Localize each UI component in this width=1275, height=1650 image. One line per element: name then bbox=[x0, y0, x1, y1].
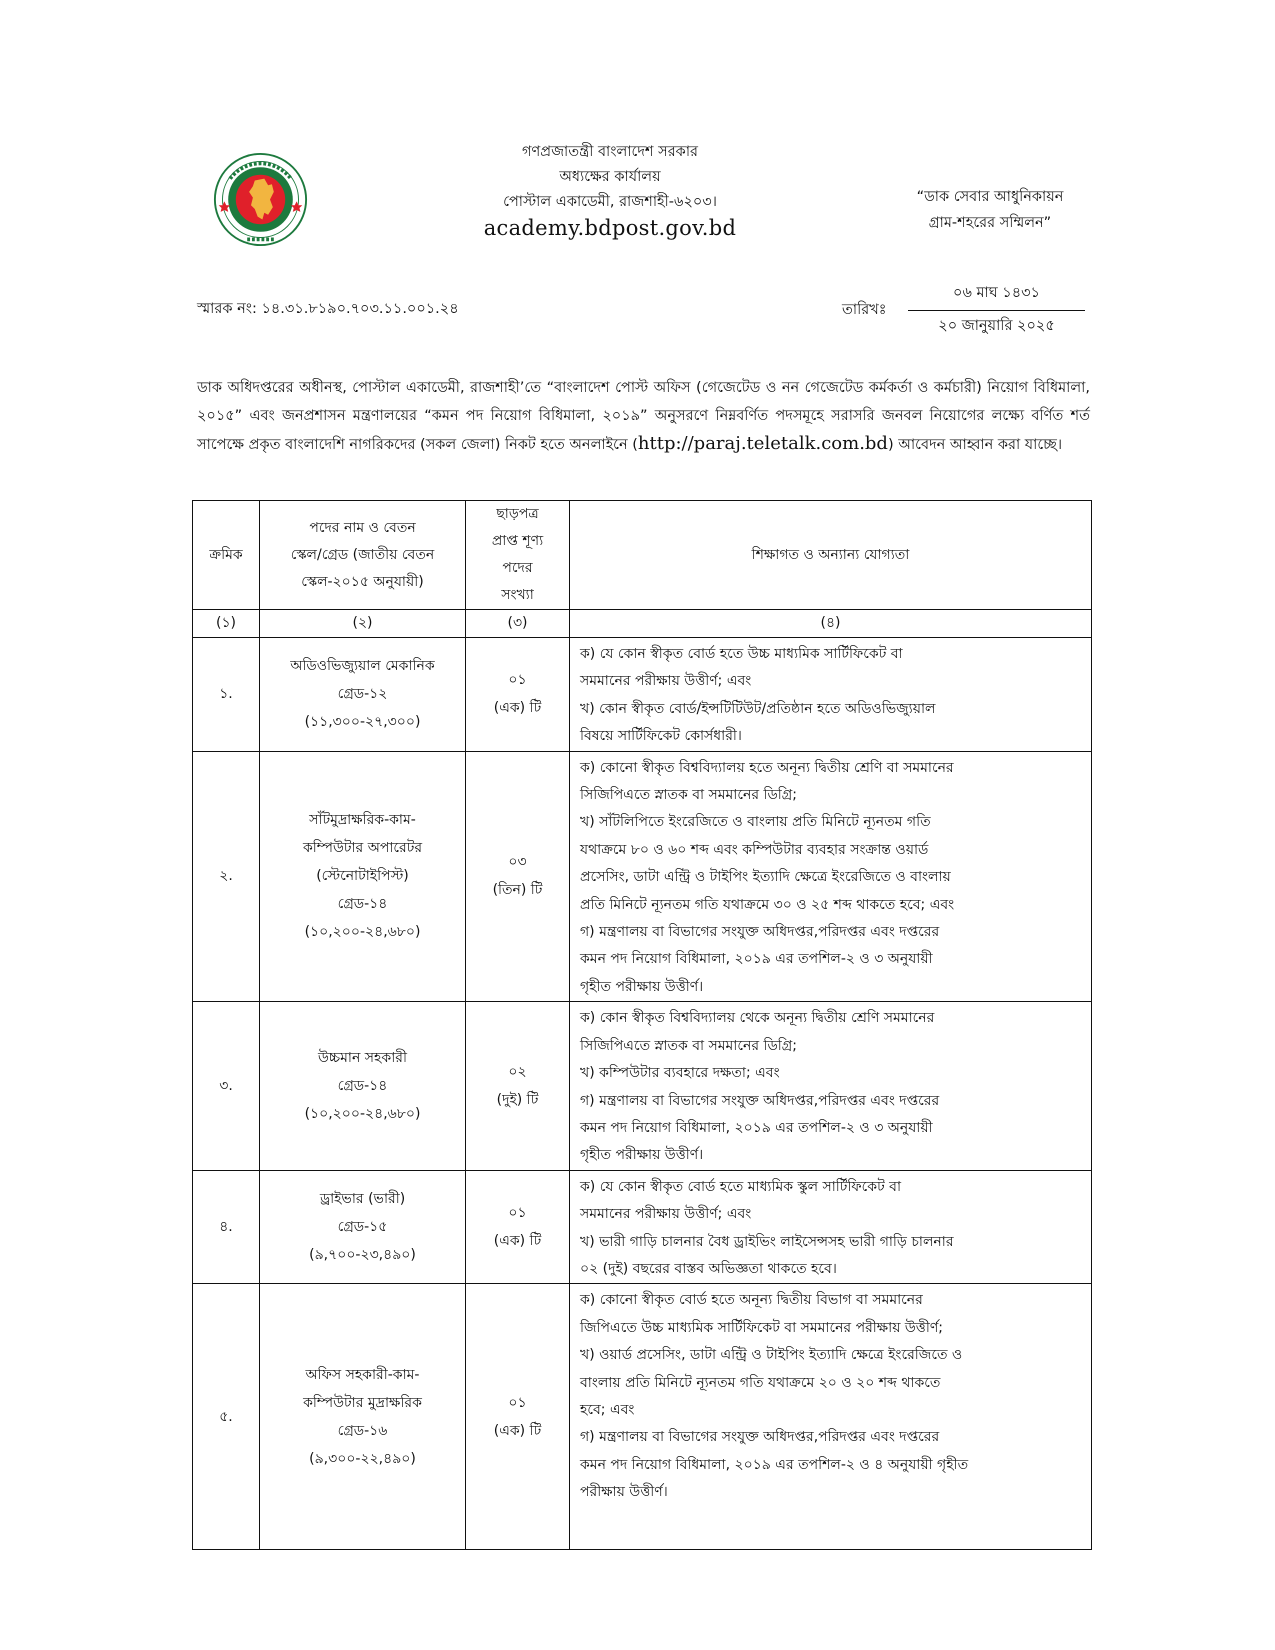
row-serial: ৩. bbox=[193, 1002, 260, 1170]
text-line: কমন পদ নিয়োগ বিধিমালা, ২০১৯ এর তপশিল-২ ও ৩ অনুযায়ী bbox=[580, 1119, 933, 1136]
text-line: গ) মন্ত্রণালয় বা বিভাগের সংযুক্ত অধিদপ্তর,পরিদপ্তর এবং দপ্তরের bbox=[580, 1092, 940, 1109]
text-line: ক) কোন স্বীকৃত বিশ্ববিদ্যালয় থেকে অনূন্য দ্বিতীয় শ্রেণি সমমানের bbox=[580, 1010, 935, 1027]
text-line: খ) ওয়ার্ড প্রসেসিং, ডাটা এন্ট্রি ও টাইপিং ইত্যাদি ক্ষেত্রে ইংরেজিতে ও bbox=[580, 1347, 963, 1364]
text-line: ছাড়পত্র bbox=[496, 506, 539, 522]
text-line: অডিওভিজ্যুয়াল মেকানিক bbox=[290, 658, 435, 675]
intro-paragraph bbox=[197, 375, 1090, 460]
text-line: উচ্চমান সহকারী bbox=[318, 1050, 407, 1066]
text-line: পরীক্ষায় উত্তীর্ণ। bbox=[580, 1484, 668, 1501]
memo-number: স্মারক নং: ১৪.৩১.৮১৯০.৭০৩.১১.০০১.২৪ bbox=[197, 301, 459, 317]
text-line: (১০,২০০-২৪,৬৮০) bbox=[304, 924, 421, 941]
text-line: কম্পিউটার অপারেটর bbox=[302, 840, 423, 857]
text-line: খ) সাঁটলিপিতে ইংরেজিতে ও বাংলায় প্রতি মিনিটে ন্যূনতম গতি bbox=[580, 814, 931, 831]
government-seal-logo bbox=[213, 152, 308, 247]
text-line: পদের bbox=[502, 560, 533, 576]
post-name-cell bbox=[260, 751, 466, 1002]
text-line: গ) মন্ত্রণালয় বা বিভাগের সংযুক্ত অধিদপ্তর,পরিদপ্তর এবং দপ্তরের bbox=[580, 924, 940, 941]
text-line: (এক) টি bbox=[493, 1233, 542, 1250]
date-label: তারিখঃ bbox=[842, 302, 887, 318]
intro-suffix: ) আবেদন আহ্বান করা যাচ্ছে। bbox=[887, 437, 1063, 453]
vacancy-table bbox=[192, 500, 1092, 1550]
post-name-cell bbox=[260, 1170, 466, 1284]
government-name: গণপ্রজাতন্ত্রী বাংলাদেশ সরকার bbox=[521, 144, 698, 160]
date-gregorian: ২০ জানুয়ারি ২০২৫ bbox=[938, 318, 1055, 334]
text-line: হবে; এবং bbox=[580, 1401, 635, 1418]
text-line: কম্পিউটার মুদ্রাক্ষরিক bbox=[303, 1394, 422, 1411]
col-number: (৩) bbox=[466, 610, 570, 638]
row-serial: ১. bbox=[193, 638, 260, 752]
intro-text: ডাক অধিদপ্তরের অধীনস্থ, পোস্টাল একাডেমী, রাজশাহী’তে “বাংলাদেশ পোস্ট অফিস (গেজেটেড ও নন গেজেটেড কর্মকর্তা ও কর্মচারী) নিয়োগ বিধিমালা, ২০১৫” এবং জনপ্রশাসন মন্ত্রণালয়ের “কমন পদ নিয়োগ বিধিমালা, ২০১৯” অনুসরণে নিম্নবর্ণিত পদসমূহে সরাসরি জনবল নিয়োগের লক্ষ্যে বর্ণিত শর্ত সাপেক্ষে প্রকৃত বাংলাদেশি নাগরিকদের (সকল জেলা) নিকট হতে অনলাইনে ( bbox=[197, 380, 1090, 453]
qualification-cell bbox=[570, 1284, 1092, 1550]
text-line: ক) কোনো স্বীকৃত বিশ্ববিদ্যালয় হতে অনূন্য দ্বিতীয় শ্রেণি বা সমমানের bbox=[580, 759, 954, 776]
post-name-cell bbox=[260, 1002, 466, 1170]
col-number: (১) bbox=[193, 610, 260, 638]
vacancy-count-cell bbox=[466, 1002, 570, 1170]
text-line: ০১ bbox=[508, 1205, 527, 1222]
text-line: সাঁটমুদ্রাক্ষরিক-কাম- bbox=[309, 812, 416, 829]
qualification-cell bbox=[570, 1170, 1092, 1284]
text-line: অফিস সহকারী-কাম- bbox=[305, 1366, 420, 1383]
text-line: গৃহীত পরীক্ষায় উত্তীর্ণ। bbox=[580, 1147, 704, 1164]
text-line: (১০,২০০-২৪,৬৮০) bbox=[304, 1106, 421, 1122]
text-line: বাংলায় প্রতি মিনিটে ন্যূনতম গতি যথাক্রমে ২০ ও ২০ শব্দ থাকতে bbox=[580, 1374, 941, 1391]
text-line: জিপিএতে উচ্চ মাধ্যমিক সার্টিফিকেট বা সমমানের পরীক্ষায় উত্তীর্ণ; bbox=[580, 1319, 944, 1336]
text-line: পদের নাম ও বেতন bbox=[309, 519, 416, 536]
qualification-cell bbox=[570, 1002, 1092, 1170]
vacancy-count-cell bbox=[466, 638, 570, 752]
vacancy-count-cell bbox=[466, 1284, 570, 1550]
text-line: (৯,৩০০-২২,৪৯০) bbox=[309, 1450, 416, 1467]
text-line: প্রতি মিনিটে ন্যূনতম গতি যথাক্রমে ৩০ ও ২৫ শব্দ থাকতে হবে; এবং bbox=[580, 896, 955, 913]
slogan bbox=[890, 184, 1090, 236]
text-line: ০৩ bbox=[508, 854, 527, 871]
text-line: প্রাপ্ত শূণ্য bbox=[491, 533, 544, 549]
text-line: গ) মন্ত্রণালয় বা বিভাগের সংযুক্ত অধিদপ্তর,পরিদপ্তর এবং দপ্তরের bbox=[580, 1429, 940, 1446]
text-line: ক) যে কোন স্বীকৃত বোর্ড হতে উচ্চ মাধ্যমিক সার্টিফিকেট বা bbox=[580, 646, 903, 662]
text-line: স্কেল/গ্রেড (জাতীয় বেতন bbox=[290, 546, 435, 563]
text-line: সংখ্যা bbox=[501, 587, 534, 603]
text-line: ০২ bbox=[508, 1064, 527, 1080]
text-line: ০২ (দুই) বছরের বাস্তব অভিজ্ঞতা থাকতে হবে। bbox=[580, 1260, 837, 1277]
website-url: academy.bdpost.gov.bd bbox=[483, 216, 737, 240]
text-line: ০১ bbox=[508, 1394, 527, 1411]
date-bangla: ০৬ মাঘ ১৪৩১ bbox=[908, 282, 1085, 311]
vacancy-count-cell bbox=[466, 1170, 570, 1284]
text-line: (এক) টি bbox=[493, 700, 542, 717]
office-address: পোস্টাল একাডেমী, রাজশাহী-৬২০৩। bbox=[503, 194, 717, 210]
text-line: ০১ bbox=[508, 672, 527, 689]
qualification-cell bbox=[570, 751, 1092, 1002]
text-line: সমমানের পরীক্ষায় উত্তীর্ণ; এবং bbox=[580, 1206, 752, 1223]
header-post bbox=[260, 501, 466, 610]
post-name-cell bbox=[260, 638, 466, 752]
text-line: স্কেল-২০১৫ অনুযায়ী) bbox=[301, 573, 424, 590]
header-qualification: শিক্ষাগত ও অন্যান্য যোগ্যতা bbox=[570, 501, 1092, 610]
office-header bbox=[440, 140, 780, 241]
text-line: গ্রেড-১৪ bbox=[337, 1078, 388, 1094]
header-serial: ক্রমিক bbox=[193, 501, 260, 610]
table-row bbox=[193, 751, 1092, 1002]
text-line: (স্টেনোটাইপিস্ট) bbox=[316, 868, 409, 885]
col-number: (২) bbox=[260, 610, 466, 638]
slogan-line-1: “ডাক সেবার আধুনিকায়ন bbox=[916, 189, 1064, 205]
text-line: গ্রেড-১৬ bbox=[337, 1422, 388, 1439]
office-name: অধ্যক্ষের কার্যালয় bbox=[559, 169, 661, 185]
text-line: গৃহীত পরীক্ষায় উত্তীর্ণ। bbox=[580, 978, 704, 995]
row-serial: ৪. bbox=[193, 1170, 260, 1284]
text-line: গ্রেড-১২ bbox=[337, 686, 388, 703]
column-number-row bbox=[193, 610, 1092, 638]
col-number: (৪) bbox=[570, 610, 1092, 638]
text-line: ক) কোনো স্বীকৃত বোর্ড হতে অনূন্য দ্বিতীয় বিভাগ বা সমমানের bbox=[580, 1292, 923, 1309]
text-line: কমন পদ নিয়োগ বিধিমালা, ২০১৯ এর তপশিল-২ ও ৩ অনুযায়ী bbox=[580, 951, 933, 968]
post-name-cell bbox=[260, 1284, 466, 1550]
text-line: সিজিপিএতে স্নাতক বা সমমানের ডিগ্রি; bbox=[580, 1037, 798, 1054]
text-line: (এক) টি bbox=[493, 1422, 542, 1439]
text-line: খ) কম্পিউটার ব্যবহারে দক্ষতা; এবং bbox=[580, 1065, 780, 1082]
text-line: যথাক্রমে ৮০ ও ৬০ শব্দ এবং কম্পিউটার ব্যবহার সংক্রান্ত ওয়ার্ড bbox=[580, 841, 929, 858]
text-line: সমমানের পরীক্ষায় উত্তীর্ণ; এবং bbox=[580, 673, 752, 690]
vacancy-count-cell bbox=[466, 751, 570, 1002]
text-line: কমন পদ নিয়োগ বিধিমালা, ২০১৯ এর তপশিল-২ ও ৪ অনুযায়ী গৃহীত bbox=[580, 1456, 969, 1473]
table-header-row bbox=[193, 501, 1092, 610]
qualification-cell bbox=[570, 638, 1092, 752]
text-line: খ) কোন স্বীকৃত বোর্ড/ইন্সটিটিউট/প্রতিষ্ঠান হতে অডিওভিজ্যুয়াল bbox=[580, 700, 936, 717]
text-line: ড্রাইভার (ভারী) bbox=[319, 1191, 406, 1208]
text-line: খ) ভারী গাড়ি চালনার বৈধ ড্রাইভিং লাইসেন্সসহ ভারী গাড়ি চালনার bbox=[580, 1233, 954, 1250]
text-line: গ্রেড-১৪ bbox=[337, 896, 388, 913]
text-line: গ্রেড-১৫ bbox=[337, 1219, 388, 1236]
table-row bbox=[193, 1002, 1092, 1170]
table-row bbox=[193, 1170, 1092, 1284]
date-block bbox=[908, 282, 1085, 339]
text-line: (তিন) টি bbox=[492, 882, 543, 899]
row-serial: ২. bbox=[193, 751, 260, 1002]
text-line: (দুই) টি bbox=[496, 1092, 539, 1108]
text-line: (১১,৩০০-২৭,৩০০) bbox=[304, 714, 421, 731]
text-line: (৯,৭০০-২৩,৪৯০) bbox=[309, 1247, 416, 1264]
table-row bbox=[193, 638, 1092, 752]
slogan-line-2: গ্রাম-শহরের সম্মিলন” bbox=[928, 215, 1052, 231]
text-line: প্রসেসিং, ডাটা এন্ট্রি ও টাইপিং ইত্যাদি ক্ষেত্রে ইংরেজিতে ও বাংলায় bbox=[580, 869, 951, 886]
application-link[interactable]: http://paraj.teletalk.com.bd bbox=[637, 433, 888, 454]
header-vacancy-count bbox=[466, 501, 570, 610]
text-line: বিষয়ে সার্টিফিকেট কোর্সধারী। bbox=[580, 728, 742, 745]
text-line: সিজিপিএতে স্নাতক বা সমমানের ডিগ্রি; bbox=[580, 787, 798, 804]
text-line: ক) যে কোন স্বীকৃত বোর্ড হতে মাধ্যমিক স্কুল সার্টিফিকেট বা bbox=[580, 1178, 901, 1195]
row-serial: ৫. bbox=[193, 1284, 260, 1550]
table-row bbox=[193, 1284, 1092, 1550]
